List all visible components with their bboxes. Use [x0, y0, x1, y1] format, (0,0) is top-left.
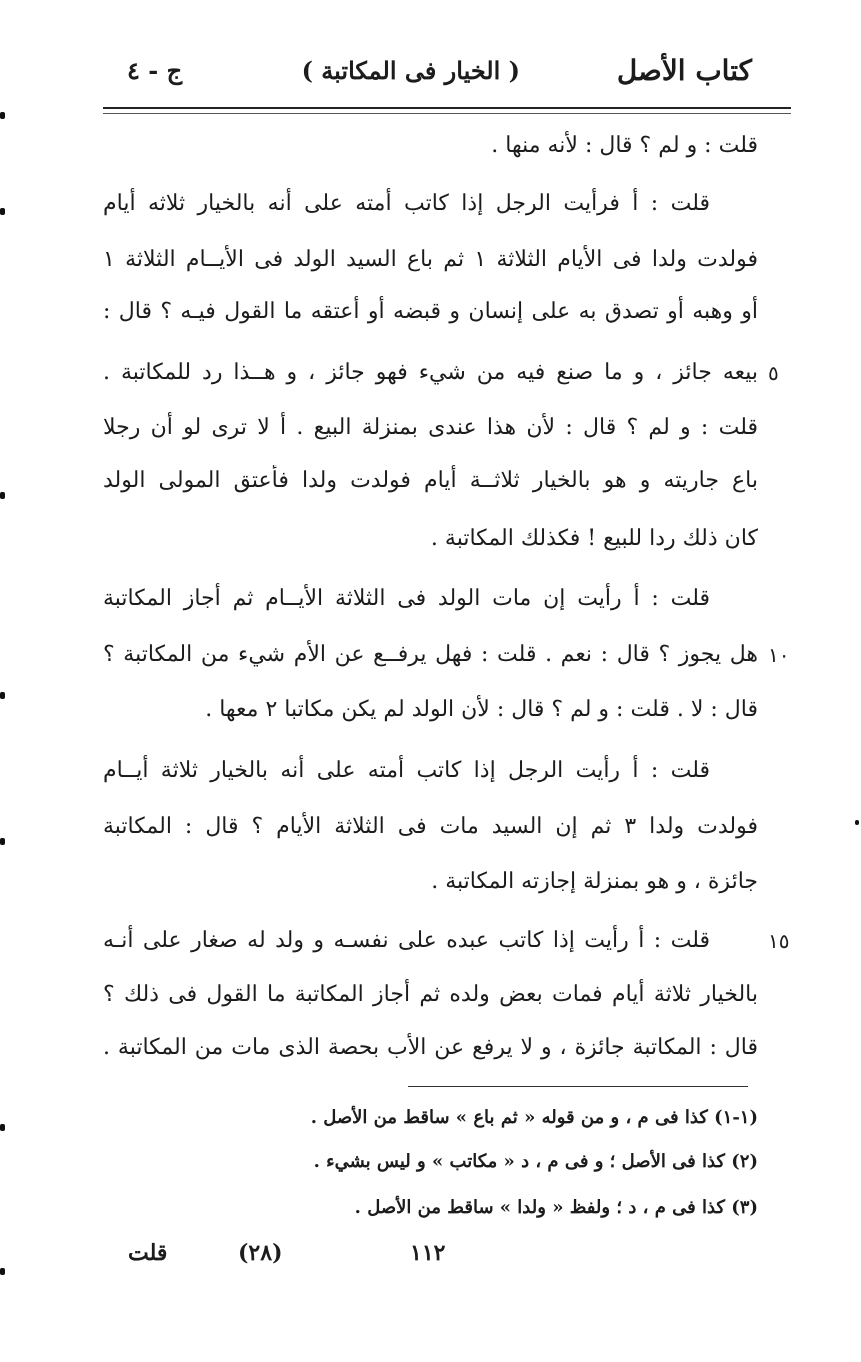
text-line: قلت : أ رأيت الرجل إذا كاتب أمته على أنه بالخيار ثلاثة أيــام	[103, 758, 710, 783]
text-line: بيعه جائز ، و ما صنع فيه من شيء فهو جائز ، و هــذا رد للمكاتبة .	[103, 360, 758, 385]
text-line: فولدت ولدا فى الأيام الثلاثة ١ ثم باع السيد الولد فى الأيــام الثلاثة ١	[103, 247, 758, 272]
volume-label: ج - ٤	[127, 56, 183, 85]
book-title: كتاب الأصل	[616, 54, 752, 87]
scan-speck	[0, 1124, 5, 1131]
header-rule-thin	[103, 113, 791, 114]
scan-speck	[0, 838, 5, 845]
text-line: قلت : و لم ؟ قال : لأنه منها .	[491, 133, 758, 158]
scan-speck	[0, 208, 5, 215]
line-number: ١٥	[768, 929, 790, 953]
line-number: ١٠	[768, 643, 790, 667]
running-header	[105, 52, 760, 98]
footnote: (٢) كذا فى الأصل ؛ و فى م ، د « مكاتب » و ليس بشيء .	[313, 1151, 758, 1172]
chapter-title: ( الخيار فى المكاتبة )	[301, 56, 520, 85]
text-line: قلت : أ فرأيت الرجل إذا كاتب أمته على أنه بالخيار ثلاثه أيام	[103, 191, 710, 216]
text-line: جائزة ، و هو بمنزلة إجازته المكاتبة .	[431, 869, 758, 894]
text-line: كان ذلك ردا للبيع ! فكذلك المكاتبة .	[430, 526, 758, 551]
footnote: (٣) كذا فى م ، د ؛ ولفظ « ولدا » ساقط من الأصل .	[354, 1197, 758, 1218]
scan-speck	[0, 692, 5, 699]
footnote-rule	[408, 1086, 748, 1087]
scan-speck	[0, 112, 5, 119]
footnote: (١-١) كذا فى م ، و من قوله « ثم باع » ساقط من الأصل .	[310, 1107, 758, 1128]
scan-speck	[0, 1268, 5, 1275]
sheet-number: (٢٨)	[238, 1240, 283, 1266]
text-line: قلت : أ رأيت إذا كاتب عبده على نفسـه و ولد له صغار على أنـه	[103, 928, 710, 953]
scan-speck	[0, 492, 5, 499]
text-line: قلت : و لم ؟ قال : لأن هذا عندى بمنزلة البيع . أ لا ترى لو أن رجلا	[103, 415, 758, 440]
text-line: قلت : أ رأيت إن مات الولد فى الثلاثة الأيــام ثم أجاز المكاتبة	[103, 586, 710, 611]
text-line: قال : المكاتبة جائزة ، و لا يرفع عن الأب بحصة الذى مات من المكاتبة .	[103, 1035, 758, 1060]
text-line: بالخيار ثلاثة أيام فمات بعض ولده ثم أجاز المكاتبة ما القول فى ذلك ؟	[103, 982, 758, 1007]
text-line: باع جاريته و هو بالخيار ثلاثــة أيام فولدت ولدا فأعتق المولى الولد	[103, 468, 758, 493]
header-rule	[103, 107, 791, 109]
text-line: فولدت ولدا ٣ ثم إن السيد مات فى الثلاثة الأيام ؟ قال : المكاتبة	[103, 814, 758, 839]
scan-speck	[855, 820, 859, 825]
page-number: ١١٢	[410, 1240, 446, 1266]
text-line: قال : لا . قلت : و لم ؟ قال : لأن الولد لم يكن مكاتبا ٢ معها .	[205, 697, 758, 722]
catchword: قلت	[128, 1240, 168, 1266]
text-line: هل يجوز ؟ قال : نعم . قلت : فهل يرفــع عن الأم شيء من المكاتبة ؟	[103, 642, 758, 667]
line-number: ٥	[768, 361, 779, 385]
text-line: أو وهبه أو تصدق به على إنسان و قبضه أو أعتقه ما القول فيـه ؟ قال :	[103, 299, 758, 324]
